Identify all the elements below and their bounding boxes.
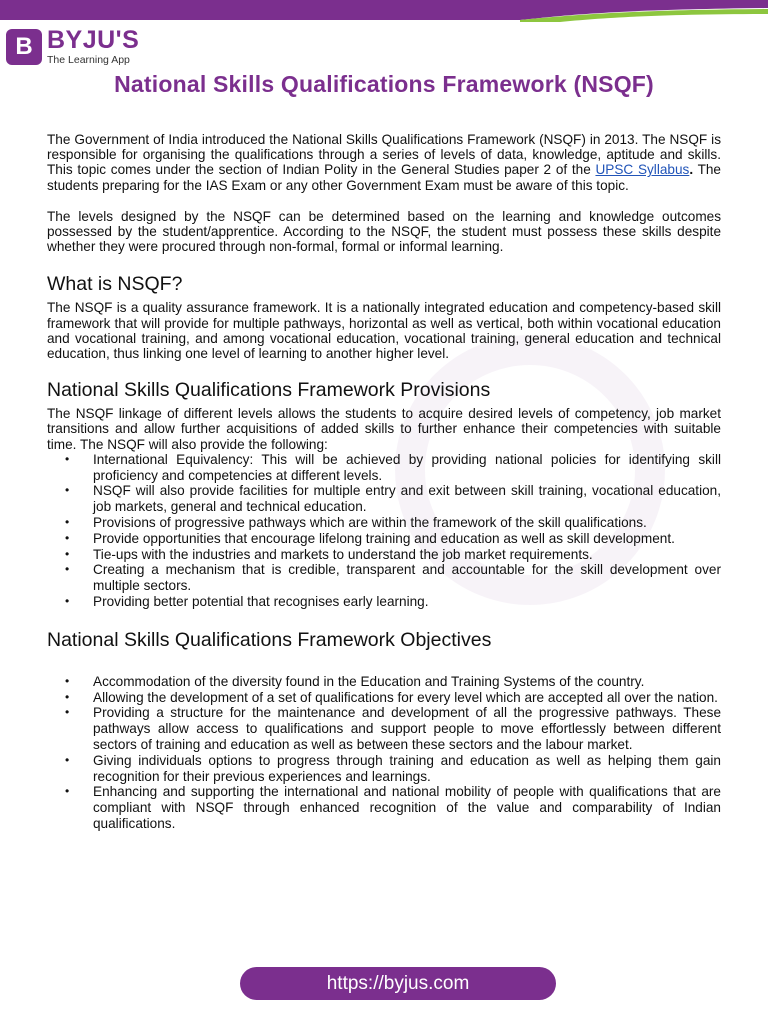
top-decorative-bar <box>0 0 768 22</box>
logo-initial: B <box>15 33 33 60</box>
provisions-list <box>47 452 721 610</box>
intro-paragraph-1 <box>47 132 721 193</box>
intro-text: The Government of India introduced the National Skills Qualifications Framework (NSQF) in 2013. The NSQF is responsible for organising the qualifications through a series of levels of data, knowledge, aptitude and skills. This topic comes under the section of Indian Polity in the General Studies paper 2 of the <box>47 132 721 178</box>
logo-wordmark <box>47 28 139 66</box>
heading-provisions: National Skills Qualifications Framework Provisions <box>47 379 491 402</box>
provisions-paragraph: The NSQF linkage of different levels allows the students to acquire desired levels of competency, job market transitions and allow further acquisitions of added skills to further enhance their competencies with suitable time. The NSQF will also provide the following: <box>47 406 721 452</box>
list-item: • NSQF will also provide facilities for multiple entry and exit between skill training, vocational education, job markets, general and technical education. <box>47 483 721 515</box>
byjus-logo[interactable] <box>6 27 139 67</box>
byjus-logo-icon <box>6 29 42 65</box>
what-is-paragraph: The NSQF is a quality assurance framework. It is a nationally integrated education and competency-based skill framework that will provide for multiple pathways, horizontal as well as vertical, both within vocational education and vocational training, and among vocational education, vocational training, general education and technical education, thus linking one level of learning to another higher level. <box>47 300 721 362</box>
list-item: • Tie-ups with the industries and markets to understand the job market requirements. <box>47 547 721 563</box>
list-item: • Allowing the development of a set of qualifications for every level which are accepted all over the nation. <box>47 690 721 706</box>
intro-period: . <box>689 162 694 178</box>
footer-url-link[interactable]: https://byjus.com <box>240 967 556 1000</box>
objectives-list <box>47 674 721 832</box>
list-item: • Enhancing and supporting the international and national mobility of people with qualifications that are compliant with NSQF through enhanced recognition of the value and comparability of Indian qualifications. <box>47 784 721 831</box>
document-title: National Skills Qualifications Framework (NSQF) <box>114 71 654 97</box>
brand-name: BYJU'S <box>47 26 140 55</box>
list-item: • International Equivalency: This will be achieved by providing national policies for identifying skill proficiency and competencies at different levels. <box>47 452 721 484</box>
document-body <box>47 132 721 832</box>
heading-objectives: National Skills Qualifications Framework Objectives <box>47 628 492 651</box>
heading-what-is-nsqf: What is NSQF? <box>47 273 183 296</box>
list-item: • Creating a mechanism that is credible, transparent and accountable for the skill development over multiple sectors. <box>47 562 721 594</box>
list-item: • Provide opportunities that encourage lifelong training and education as well as skill development. <box>47 531 721 547</box>
list-item: • Provisions of progressive pathways which are within the framework of the skill qualifications. <box>47 515 721 531</box>
list-item: • Accommodation of the diversity found in the Education and Training Systems of the country. <box>47 674 721 690</box>
upsc-syllabus-link[interactable]: UPSC Syllabus <box>595 162 690 178</box>
intro-text-continued: The students preparing for the IAS Exam or any other Government Exam must be aware of this topic. <box>47 162 721 193</box>
brand-tagline: The Learning App <box>47 54 130 67</box>
top-bar-graphic <box>0 0 768 22</box>
intro-paragraph-2: The levels designed by the NSQF can be determined based on the learning and knowledge outcomes possessed by the student/apprentice. According to the NSQF, the student must possess these skills despite whether they were procured through non-formal, formal or informal learning. <box>47 208 721 255</box>
list-item: • Providing better potential that recognises early learning. <box>47 594 721 610</box>
list-item: • Providing a structure for the maintenance and development of all the progressive pathways. These pathways allow access to qualifications and support people to move effortlessly between different sectors of training and education as well as between these sectors and the labour market. <box>47 705 721 752</box>
list-item: • Giving individuals options to progress through training and education as well as helping them gain recognition for their previous experiences and learnings. <box>47 753 721 785</box>
